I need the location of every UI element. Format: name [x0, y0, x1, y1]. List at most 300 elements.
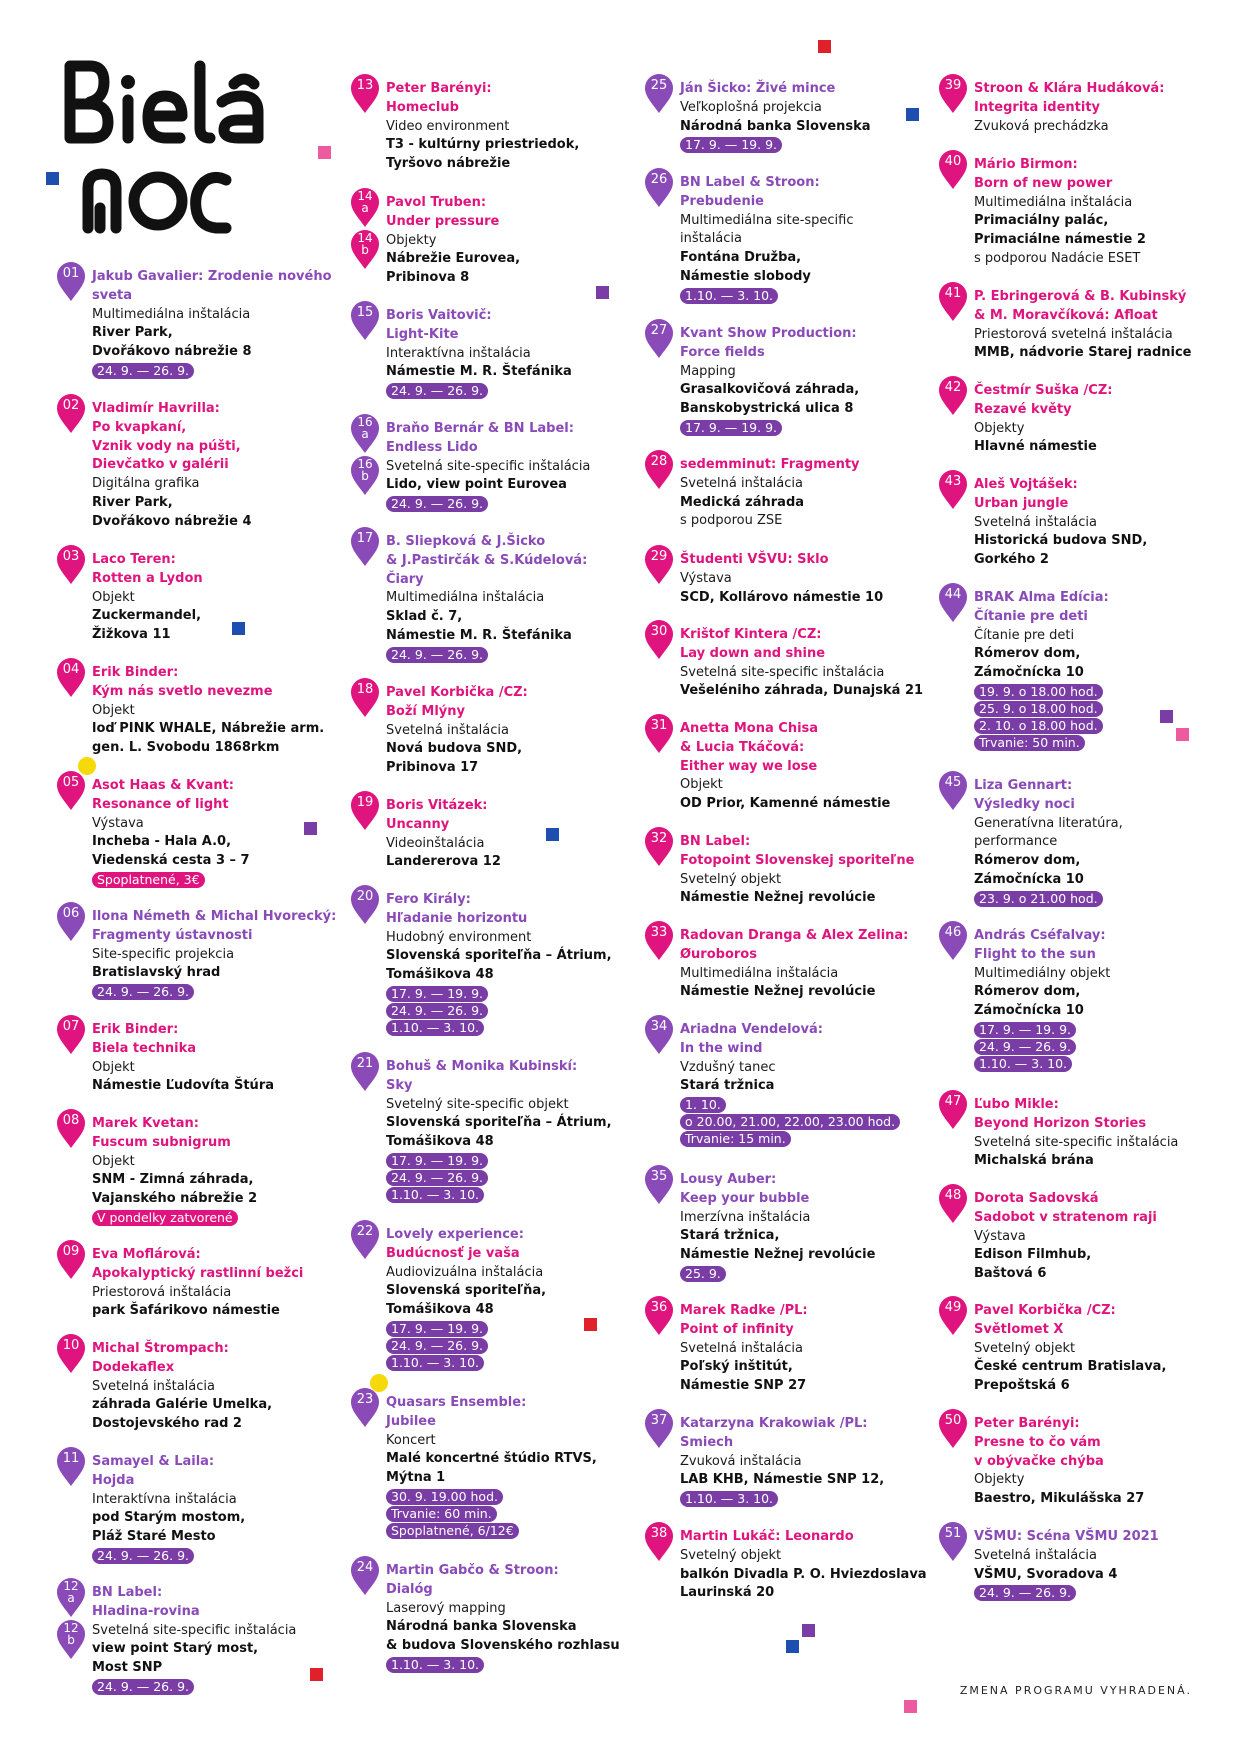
artist-title-text: Hladina-rovina	[92, 1603, 200, 1619]
decor-square-purple	[802, 1624, 815, 1637]
artist-title-text: Katarzyna Krakowiak /PL:	[680, 1416, 868, 1431]
map-pin-icon	[644, 450, 674, 490]
map-pin-icon	[938, 282, 968, 322]
pin-number: 24	[356, 1560, 374, 1575]
map-pin-icon	[350, 678, 380, 718]
pin-number: 42	[944, 380, 962, 395]
artist-title-text: Marek Kvetan:	[92, 1116, 199, 1131]
artist-title-text: VŠMU: Scéna VŠMU 2021	[974, 1529, 1159, 1544]
artist-title-text: Point of infinity	[680, 1321, 794, 1337]
venue-text: VŠMU, Svoradova 4	[974, 1566, 1118, 1582]
work-type-text: Svetelná inštalácia	[974, 514, 1097, 530]
pin-number: 47	[944, 1094, 962, 1109]
pin-number: 36	[650, 1300, 668, 1315]
date-badge: 1.10. — 3. 10.	[386, 1020, 484, 1036]
venue-text: Stará tržnica,	[680, 1228, 780, 1244]
venue-text: loď PINK WHALE, Nábrežie arm.	[92, 721, 325, 737]
map-pin-icon	[938, 376, 968, 416]
artist-title-text: Kým nás svetlo nevezme	[92, 683, 273, 699]
artist-title-text: Pavel Korbička /CZ:	[386, 685, 528, 700]
program-entry	[356, 889, 656, 1037]
artist-title-text: Aleš Vojtášek:	[974, 477, 1078, 492]
pin-number: 26	[650, 172, 668, 187]
date-badge: 17. 9. — 19. 9.	[974, 1022, 1076, 1038]
program-entry	[356, 531, 656, 664]
map-pin-icon	[644, 545, 674, 585]
work-type-text: Svetelná inštalácia	[92, 1378, 215, 1394]
venue-text: Nová budova SND,	[386, 741, 523, 757]
program-entry	[62, 1019, 362, 1096]
artist-title-text: Výsledky noci	[974, 796, 1075, 812]
decor-square-blue	[786, 1640, 799, 1653]
work-type-text: Svetelná site-specific inštalácia	[92, 1622, 297, 1638]
work-type-text: Výstava	[680, 570, 732, 586]
venue-text: Námestie Nežnej revolúcie	[680, 1247, 876, 1263]
map-pin-icon	[938, 1184, 968, 1224]
artist-title-text: Študenti VŠVU: Sklo	[680, 552, 829, 567]
map-pin-icon	[644, 1522, 674, 1562]
decor-square-purple	[1160, 710, 1173, 723]
map-pin-icon	[350, 188, 380, 228]
artist-title-text: Resonance of light	[92, 796, 229, 812]
artist-title-text: v obývačke chýba	[974, 1453, 1104, 1469]
date-badge: 24. 9. — 26. 9.	[386, 1003, 488, 1019]
artist-title-text: B. Sliepková & J.Šicko	[386, 534, 546, 549]
decor-dot-yellow	[370, 1374, 388, 1392]
date-badge: 24. 9. — 26. 9.	[386, 1170, 488, 1186]
work-type-text: Generatívna literatúra,	[974, 815, 1123, 831]
pin-number: 50	[944, 1413, 962, 1428]
program-entry	[944, 925, 1240, 1073]
date-badge: 24. 9. — 26. 9.	[386, 647, 488, 663]
work-type-text: Interaktívna inštalácia	[386, 345, 531, 361]
program-entry	[62, 662, 362, 758]
map-pin-icon	[938, 1090, 968, 1130]
program-entry	[356, 1224, 656, 1372]
artist-title-text: Marek Radke /PL:	[680, 1303, 808, 1318]
biela-noc-logo	[62, 58, 292, 238]
venue-text: Banskobystrická ulica 8	[680, 401, 854, 417]
program-entry	[62, 906, 362, 1001]
artist-title-text: Martin Gabčo & Stroon:	[386, 1563, 559, 1578]
program-entry	[650, 1526, 950, 1603]
venue-text: Baestro, Mikulášska 27	[974, 1491, 1145, 1507]
program-entry	[62, 398, 362, 532]
program-entry	[62, 266, 362, 380]
work-type-text: Multimediálna inštalácia	[92, 306, 251, 322]
venue-text: Incheba - Hala A.0,	[92, 834, 232, 850]
pin-number: 02	[62, 398, 80, 413]
program-entry	[944, 380, 1240, 457]
artist-title-text: Martin Lukáč: Leonardo	[680, 1529, 854, 1544]
venue-text: pod Starým mostom,	[92, 1510, 246, 1526]
artist-title-text: sveta	[92, 287, 133, 303]
work-type-text: Objekt	[92, 589, 135, 605]
map-pin-icon	[56, 658, 86, 698]
map-pin-icon	[350, 1052, 380, 1092]
program-entry	[356, 795, 656, 872]
map-pin-icon	[644, 921, 674, 961]
artist-title-text: Apokalyptický rastlinní bežci	[92, 1265, 304, 1281]
artist-title-text: Dorota Sadovská	[974, 1191, 1099, 1206]
pin-number: 15	[356, 305, 374, 320]
date-badge: 1.10. — 3. 10.	[386, 1187, 484, 1203]
artist-title-text: In the wind	[680, 1040, 763, 1056]
pin-number: 25	[650, 78, 668, 93]
map-pin-icon	[56, 902, 86, 942]
work-type-text: Multimediálny objekt	[974, 965, 1111, 981]
program-entry	[944, 78, 1240, 136]
venue-text: Námestie Nežnej revolúcie	[680, 984, 876, 1000]
artist-title-text: Mário Birmon:	[974, 157, 1078, 172]
venue-text: Most SNP	[92, 1660, 163, 1676]
pin-number: 10	[62, 1338, 80, 1353]
work-type-text: Vzdušný tanec	[680, 1059, 776, 1075]
artist-title-text: BN Label:	[680, 834, 751, 849]
venue-text: Tomášikova 48	[386, 1302, 494, 1318]
artist-title-text: Either way we lose	[680, 758, 818, 774]
work-type-text: Svetelná site-specific inštalácia	[974, 1134, 1179, 1150]
program-entry	[357, 415, 656, 513]
work-type-text: Svetelný objekt	[974, 1340, 1076, 1356]
venue-text: Dvořákovo nábrežie 4	[92, 513, 252, 529]
work-type-text: Objekty	[386, 232, 437, 248]
program-entry	[356, 78, 656, 174]
map-pin-icon	[56, 394, 86, 434]
pin-number: 40	[944, 154, 962, 169]
artist-title-text: Under pressure	[386, 213, 500, 229]
venue-text: Bratislavský hrad	[92, 965, 221, 981]
artist-title-text: & M. Moravčíková: Afloat	[974, 307, 1158, 323]
work-type-text: Zvuková inštalácia	[680, 1453, 802, 1469]
artist-title-text: Čestmír Suška /CZ:	[974, 383, 1113, 398]
date-badge: 1.10. — 3. 10.	[680, 1491, 778, 1507]
venue-text: Gorkého 2	[974, 552, 1049, 568]
pin-number: 12 b	[63, 1621, 79, 1647]
work-type-text: inštalácia	[680, 231, 742, 247]
date-badge: Trvanie: 15 min.	[680, 1131, 791, 1147]
map-pin-icon	[56, 1240, 86, 1280]
program-entry	[944, 1413, 1240, 1509]
venue-text: Mýtna 1	[386, 1470, 446, 1486]
artist-title-text: Lousy Auber:	[680, 1172, 777, 1187]
artist-title-text: Budúcnosť je vaša	[386, 1245, 520, 1261]
venue-text: Námestie Ľudovíta Štúra	[92, 1078, 274, 1094]
pin-number: 16 a	[357, 415, 373, 441]
venue-text: park Šafárikovo námestie	[92, 1303, 280, 1319]
work-type-text: Svetelný objekt	[680, 871, 782, 887]
artist-title-text: Erik Binder:	[92, 1022, 179, 1037]
work-type-text: Mapping	[680, 363, 736, 379]
venue-text: Edison Filmhub,	[974, 1247, 1092, 1263]
date-badge: 24. 9. — 26. 9.	[386, 383, 488, 399]
artist-title-text: Flight to the sun	[974, 946, 1096, 962]
pin-number: 13	[356, 78, 374, 93]
date-badge: 24. 9. — 26. 9.	[92, 984, 194, 1000]
map-pin-icon	[644, 319, 674, 359]
work-type-text: Svetelná inštalácia	[386, 722, 509, 738]
date-badge: 24. 9. — 26. 9.	[974, 1039, 1076, 1055]
map-pin-icon	[56, 1447, 86, 1487]
map-pin-icon	[56, 262, 86, 302]
map-pin-icon	[644, 74, 674, 114]
work-type-text: Výstava	[974, 1228, 1026, 1244]
work-type-text: Videoinštalácia	[386, 835, 485, 851]
map-pin-icon	[644, 1409, 674, 1449]
work-type-text: Multimediálna inštalácia	[974, 194, 1133, 210]
date-badge: 1.10. — 3. 10.	[386, 1355, 484, 1371]
artist-title-text: András Cséfalvay:	[974, 928, 1106, 943]
artist-title-text: Krištof Kintera /CZ:	[680, 627, 822, 642]
artist-title-text: Urban jungle	[974, 495, 1069, 511]
pin-number: 21	[356, 1056, 374, 1071]
pin-number: 07	[62, 1019, 80, 1034]
venue-text: Námestie SNP 27	[680, 1378, 807, 1394]
venue-text: Laurinská 20	[680, 1585, 775, 1601]
venue-text: Dostojevského rad 2	[92, 1416, 242, 1432]
work-type-text: Audiovizuálna inštalácia	[386, 1264, 544, 1280]
program-entry	[650, 831, 950, 908]
venue-text: Viedenská cesta 3 – 7	[92, 853, 250, 869]
map-pin-icon	[350, 230, 380, 270]
work-type-text: Svetelný site-specific objekt	[386, 1096, 569, 1112]
decor-square-blue	[46, 172, 59, 185]
venue-text: Pláž Staré Mesto	[92, 1529, 216, 1545]
artist-title-text: Endless Lido	[386, 439, 478, 455]
pin-number: 05	[62, 775, 80, 790]
artist-title-text: Lay down and shine	[680, 645, 826, 661]
pin-number: 39	[944, 78, 962, 93]
map-pin-icon	[350, 1220, 380, 1260]
venue-text: OD Prior, Kamenné námestie	[680, 796, 891, 812]
pin-number: 08	[62, 1113, 80, 1128]
work-type-text: Objekt	[92, 1059, 135, 1075]
venue-text: Grasalkovičová záhrada,	[680, 382, 860, 398]
work-type-text: performance	[974, 834, 1058, 850]
artist-title-text: Laco Teren:	[92, 552, 176, 567]
pin-number: 04	[62, 662, 80, 677]
map-pin-icon	[938, 1522, 968, 1562]
date-badge: 30. 9. 19.00 hod.	[386, 1489, 503, 1505]
venue-text: Námestie Nežnej revolúcie	[680, 890, 876, 906]
work-type-text: Laserový mapping	[386, 1600, 506, 1616]
work-type-text: Interaktívna inštalácia	[92, 1491, 237, 1507]
artist-title-text: Jakub Gavalier: Zrodenie nového	[92, 269, 332, 284]
artist-title-text: Liza Gennart:	[974, 778, 1073, 793]
date-badge: V pondelky zatvorené	[92, 1210, 238, 1226]
map-pin-icon	[350, 414, 380, 454]
artist-title-text: Øuroboros	[680, 946, 757, 962]
venue-text: SCD, Kollárovo námestie 10	[680, 589, 884, 605]
artist-title-text: Sadobot v stratenom raji	[974, 1209, 1157, 1225]
date-badge: Spoplatnené, 6/12€	[386, 1523, 519, 1539]
venue-text: Národná banka Slovenska	[680, 118, 871, 134]
venue-text: SNM - Zimná záhrada,	[92, 1172, 254, 1188]
artist-title-text: Braňo Bernár & BN Label:	[386, 421, 574, 436]
date-badge: 2. 10. o 18.00 hod.	[974, 718, 1103, 734]
artist-title-text: Beyond Horizon Stories	[974, 1115, 1147, 1131]
map-pin-icon	[938, 1409, 968, 1449]
artist-title-text: Hojda	[92, 1472, 135, 1488]
pin-number: 35	[650, 1169, 668, 1184]
decor-square-purple	[304, 822, 317, 835]
pin-number: 29	[650, 549, 668, 564]
work-type-text: s podporou ZSE	[680, 513, 783, 529]
pin-number: 12 a	[63, 1579, 79, 1605]
work-type-text: Svetelná inštalácia	[680, 1340, 803, 1356]
program-entry	[650, 323, 950, 437]
work-type-text: s podporou Nadácie ESET	[974, 250, 1141, 266]
date-badge: 25. 9.	[680, 1266, 726, 1282]
artist-title-text: Čiary	[386, 571, 424, 587]
venue-text: Baštová 6	[974, 1266, 1047, 1282]
venue-text: T3 - kultúrny priestriedok,	[386, 137, 580, 153]
map-pin-icon	[938, 921, 968, 961]
work-type-text: Priestorová inštalácia	[92, 1284, 232, 1300]
artist-title-text: Dialóg	[386, 1581, 433, 1597]
program-entry	[650, 925, 950, 1002]
program-entry	[62, 1244, 362, 1321]
pin-number: 16 b	[357, 457, 373, 483]
artist-title-text: Lovely experience:	[386, 1227, 524, 1242]
work-type-text: Objekt	[92, 702, 135, 718]
decor-square-pink	[904, 1700, 917, 1713]
pin-number: 49	[944, 1300, 962, 1315]
venue-text: Žižkova 11	[92, 627, 171, 643]
pin-number: 22	[356, 1224, 374, 1239]
program-change-notice: ZMENA PROGRAMU VYHRADENÁ.	[959, 1684, 1192, 1697]
venue-text: view point Starý most,	[92, 1641, 259, 1657]
venue-text: Námestie M. R. Štefánika	[386, 627, 572, 643]
venue-text: Rómerov dom,	[974, 853, 1081, 869]
date-badge: Spoplatnené, 3€	[92, 872, 205, 888]
venue-text: Zuckermandel,	[92, 608, 202, 624]
venue-text: Landererova 12	[386, 854, 501, 870]
map-pin-icon	[350, 301, 380, 341]
date-badge: 24. 9. — 26. 9.	[92, 1548, 194, 1564]
artist-title-text: P. Ebringerová & B. Kubinský	[974, 289, 1187, 304]
date-badge: 17. 9. — 19. 9.	[386, 1321, 488, 1337]
map-pin-icon	[350, 791, 380, 831]
venue-text: Malé koncertné štúdio RTVS,	[386, 1451, 597, 1467]
work-type-text: Objekt	[680, 777, 723, 793]
work-type-text: Priestorová svetelná inštalácia	[974, 326, 1173, 342]
artist-title-text: Jubilee	[386, 1413, 436, 1429]
map-pin-icon	[644, 714, 674, 754]
pin-number: 45	[944, 775, 962, 790]
work-type-text: Multimediálna site-specific	[680, 212, 854, 228]
venue-text: LAB KHB, Námestie SNP 12,	[680, 1472, 885, 1488]
venue-text: Vajanského nábrežie 2	[92, 1191, 258, 1207]
artist-title-text: Dodekaflex	[92, 1359, 175, 1375]
map-pin-icon	[938, 74, 968, 114]
work-type-text: Svetelný objekt	[680, 1547, 782, 1563]
artist-title-text: Michal Štrompach:	[92, 1341, 229, 1356]
venue-text: Poľský inštitút,	[680, 1359, 793, 1375]
pin-number: 38	[650, 1526, 668, 1541]
venue-text: Nábrežie Eurovea,	[386, 251, 521, 267]
artist-title-text: Born of new power	[974, 175, 1113, 191]
work-type-text: Digitálna grafika	[92, 476, 200, 492]
work-type-text: Zvuková prechádzka	[974, 118, 1109, 134]
map-pin-icon	[56, 1334, 86, 1374]
artist-title-text: Ariadna Vendelová:	[680, 1022, 823, 1037]
artist-title-text: Boris Vaitovič:	[386, 308, 492, 323]
artist-title-text: Light-Kite	[386, 326, 459, 342]
artist-title-text: Sky	[386, 1077, 413, 1093]
artist-title-text: Peter Barényi:	[974, 1416, 1080, 1431]
artist-title-text: & J.Pastirčák & S.Kúdelová:	[386, 552, 588, 568]
map-pin-icon	[56, 545, 86, 585]
program-entry	[944, 587, 1240, 752]
artist-title-text: Fuscum subnigrum	[92, 1134, 231, 1150]
program-entry	[944, 1526, 1240, 1602]
map-pin-icon	[644, 620, 674, 660]
artist-title-text: & Lucia Tkáčová:	[680, 739, 805, 755]
map-pin-icon	[56, 1015, 86, 1055]
artist-title-text: Uncanny	[386, 816, 450, 832]
date-badge: 17. 9. — 19. 9.	[680, 137, 782, 153]
artist-title-text: Asot Haas & Kvant:	[92, 778, 235, 793]
pin-number: 17	[356, 531, 374, 546]
pin-number: 23	[356, 1392, 374, 1407]
map-pin-icon	[938, 150, 968, 190]
decor-square-pink	[1176, 728, 1189, 741]
venue-text: Stará tržnica	[680, 1078, 775, 1094]
pin-number: 37	[650, 1413, 668, 1428]
work-type-text: Veľkoplošná projekcia	[680, 99, 822, 115]
venue-text: Zámočnícka 10	[974, 1003, 1084, 1019]
venue-text: Dvořákovo nábrežie 8	[92, 344, 252, 360]
pin-number: 18	[356, 682, 374, 697]
venue-text: Rómerov dom,	[974, 646, 1081, 662]
date-badge: 24. 9. — 26. 9.	[386, 1338, 488, 1354]
map-pin-icon	[350, 885, 380, 925]
artist-title-text: Force fields	[680, 344, 765, 360]
artist-title-text: BN Label & Stroon:	[680, 175, 820, 190]
map-pin-icon	[938, 1296, 968, 1336]
map-pin-icon	[644, 1015, 674, 1055]
venue-text: Rómerov dom,	[974, 984, 1081, 1000]
program-entry	[356, 1056, 656, 1204]
decor-dot-yellow	[78, 757, 96, 775]
venue-text: gen. L. Svobodu 1868rkm	[92, 740, 280, 756]
date-badge: 19. 9. o 18.00 hod.	[974, 684, 1103, 700]
date-badge: 1. 10.	[680, 1097, 726, 1113]
artist-title-text: Homeclub	[386, 99, 459, 115]
program-entry	[62, 1113, 362, 1227]
date-badge: 1.10. — 3. 10.	[680, 288, 778, 304]
artist-title-text: Quasars Ensemble:	[386, 1395, 527, 1410]
artist-title-text: Dievčatko v galérii	[92, 457, 229, 473]
program-entry	[356, 682, 656, 778]
pin-number: 31	[650, 718, 668, 733]
venue-text: Lido, view point Eurovea	[386, 477, 567, 493]
pin-number: 33	[650, 925, 668, 940]
program-entry	[944, 1188, 1240, 1284]
artist-title-text: Boží Mlýny	[386, 703, 465, 719]
pin-number: 20	[356, 889, 374, 904]
program-entry	[62, 549, 362, 645]
program-entry	[944, 154, 1240, 269]
venue-text: Národná banka Slovenska	[386, 1619, 577, 1635]
work-type-text: Video environment	[386, 118, 510, 134]
program-entry	[650, 1169, 950, 1283]
venue-text: Primaciálny palác,	[974, 213, 1109, 229]
pin-number: 51	[944, 1526, 962, 1541]
map-pin-icon	[56, 771, 86, 811]
date-badge: 24. 9. — 26. 9.	[92, 1679, 194, 1695]
